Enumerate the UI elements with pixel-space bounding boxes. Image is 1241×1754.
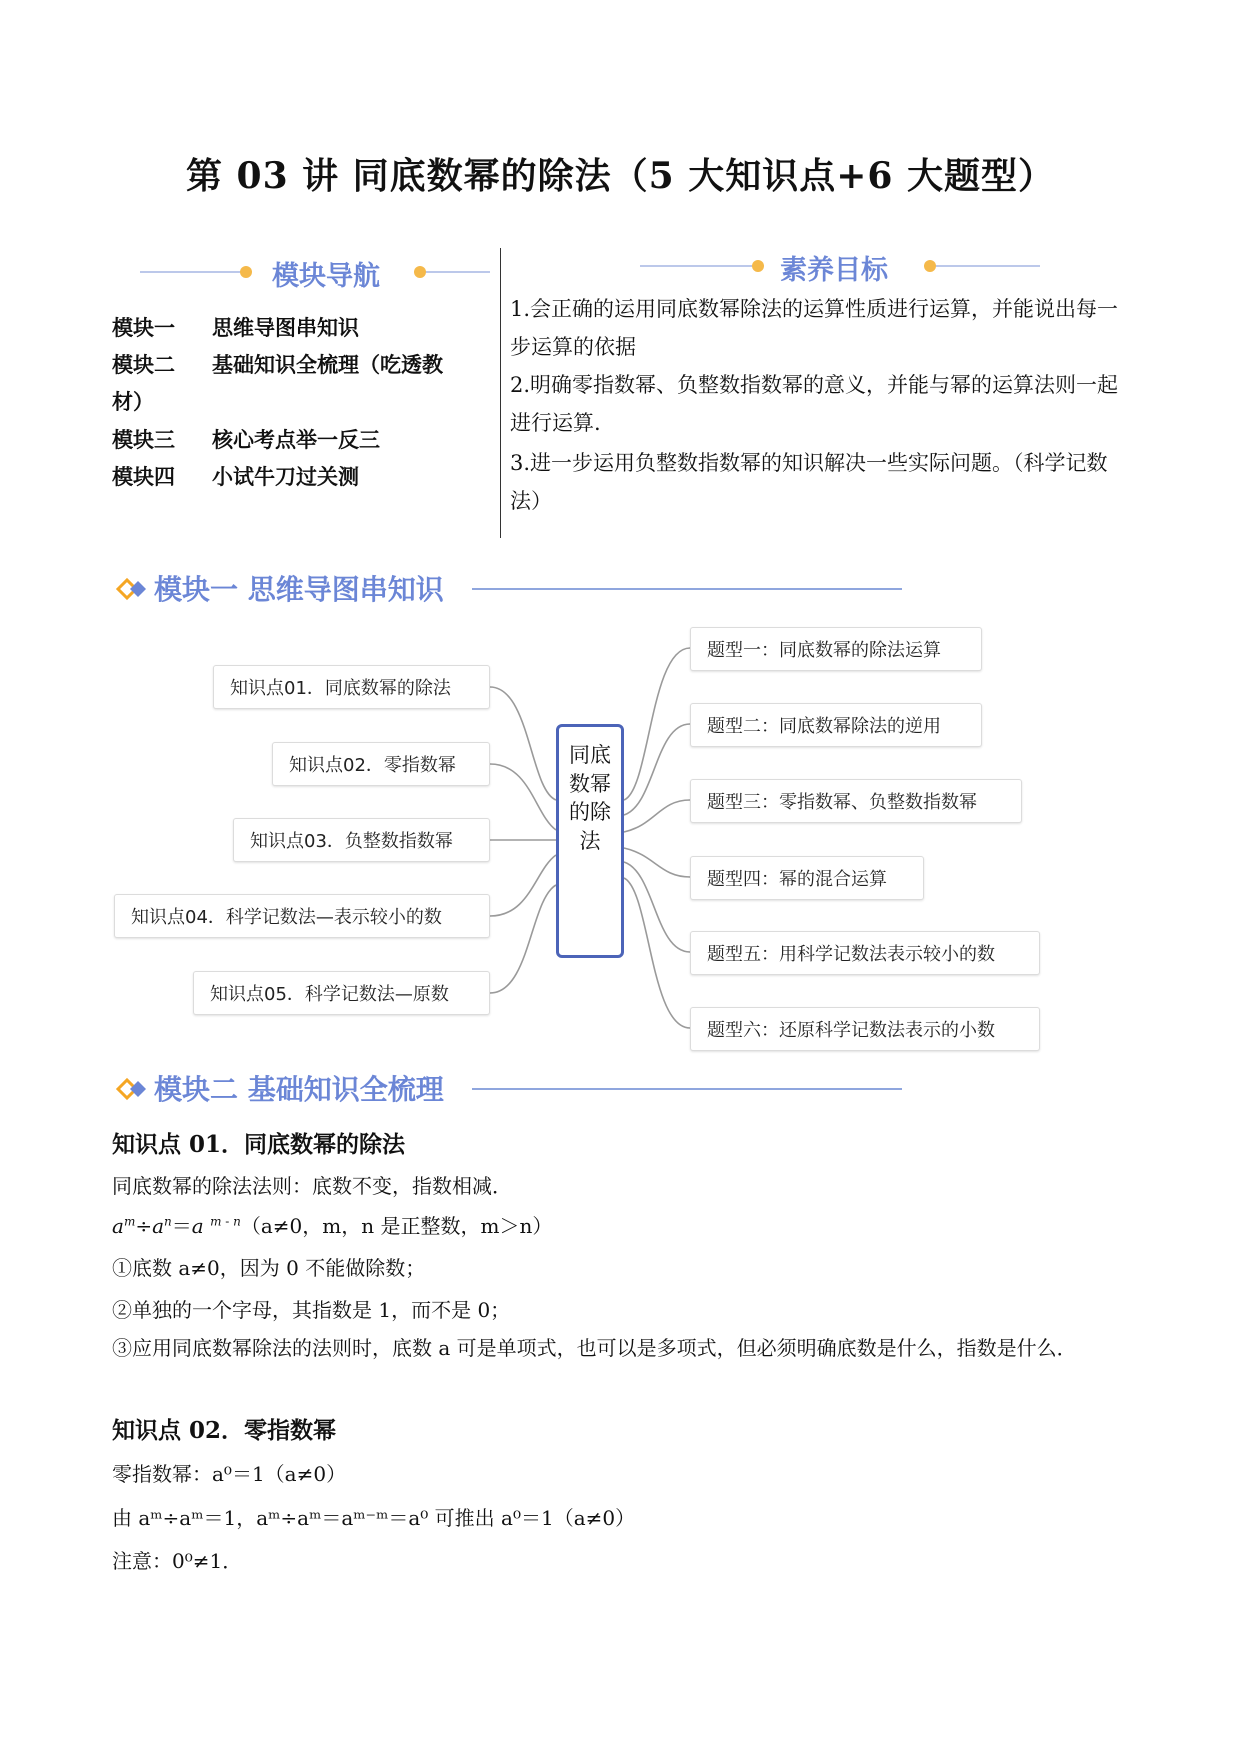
kp1-formula: $a^m\div a^n=a$ $^{m - n}$（a≠0，m，n 是正整数，m＞n） [112,1214,553,1238]
column-divider [500,248,501,538]
nav-item-2-cont [112,386,154,416]
kp1-title: 知识点 01．同底数幂的除法 [112,1131,406,1158]
mindmap-left-node-3: 知识点03．负整数指数幂 [233,818,490,862]
kp1-note-2: ②单独的一个字母，其指数是 1，而不是 0； [112,1298,511,1322]
mindmap-center-node: 同底数幂的除法 [556,724,624,958]
module1-heading: 模块一 思维导图串知识 [154,573,444,606]
mindmap-left-node-5: 知识点05．科学记数法—原数 [193,971,490,1015]
kp2-line-3: 注意：0⁰≠1． [112,1549,243,1573]
nav-item-key: 模块三 [112,428,175,452]
kp2-title: 知识点 02．零指数幂 [112,1417,337,1444]
goals-heading: 素养目标 [780,255,888,286]
kp1-formula-condition: （a≠0，m，n 是正整数，m＞n） [240,1214,553,1238]
goal-2: 2.明确零指数幂、负整数指数幂的意义，并能与幂的运算法则一起进行运算. [510,373,1119,435]
nav-item-key: 模块四 [112,465,175,489]
module2-rule [472,1088,902,1090]
nav-item-key: 模块一 [112,316,175,340]
kp1-rule: 同底数幂的除法法则：底数不变，指数相减． [112,1174,512,1198]
kp1-note-3: ③应用同底数幂除法的法则时，底数 a 可是单项式，也可以是多项式，但必须明确底数是什么，指数是什么． [112,1336,1077,1360]
kp2-line-2: 由 aᵐ÷aᵐ＝1，aᵐ÷aᵐ＝aᵐ⁻ᵐ＝a⁰ 可推出 a⁰＝1（a≠0） [112,1506,636,1530]
nav-item-4[interactable] [112,461,359,491]
diamond-arrow-icon [116,1076,148,1102]
mindmap-right-node-6: 题型六：还原科学记数法表示的小数 [690,1007,1040,1051]
nav-item-label: 小试牛刀过关测 [212,465,359,489]
nav-item-3[interactable] [112,424,380,454]
nav-item-label: 核心考点举一反三 [212,428,380,452]
nav-item-label: 思维导图串知识 [212,316,359,340]
nav-item-1[interactable] [112,312,359,342]
kp1-note-1: ①底数 a≠0，因为 0 不能做除数； [112,1256,426,1280]
mindmap-right-node-3: 题型三：零指数幂、负整数指数幂 [690,779,1022,823]
nav-item-label: 基础知识全梳理（吃透教 [212,353,443,377]
nav-item-key: 模块二 [112,353,175,377]
mindmap-right-node-1: 题型一：同底数幂的除法运算 [690,627,982,671]
goal-1: 1.会正确的运用同底数幂除法的运算性质进行运算，并能说出每一步运算的依据 [510,297,1119,359]
nav-heading: 模块导航 [272,261,380,292]
page-title: 第 03 讲 同底数幂的除法（5 大知识点+6 大题型） [185,155,1056,197]
mindmap-left-node-2: 知识点02．零指数幂 [272,742,490,786]
mindmap-right-node-5: 题型五：用科学记数法表示较小的数 [690,931,1040,975]
kp2-line-1: 零指数幂：a⁰＝1（a≠0） [112,1462,347,1486]
goal-3: 3.进一步运用负整数指数幂的知识解决一些实际问题。（科学记数法） [510,451,1108,513]
mindmap-left-node-1: 知识点01．同底数幂的除法 [213,665,490,709]
mindmap-left-node-4: 知识点04．科学记数法—表示较小的数 [114,894,490,938]
nav-item-2[interactable] [112,349,443,379]
module2-heading: 模块二 基础知识全梳理 [154,1073,444,1106]
mindmap-right-node-2: 题型二：同底数幂除法的逆用 [690,703,982,747]
nav-item-label: 材） [112,390,154,414]
module1-rule [472,588,902,590]
mindmap-right-node-4: 题型四：幂的混合运算 [690,856,924,900]
diamond-arrow-icon [116,576,148,602]
